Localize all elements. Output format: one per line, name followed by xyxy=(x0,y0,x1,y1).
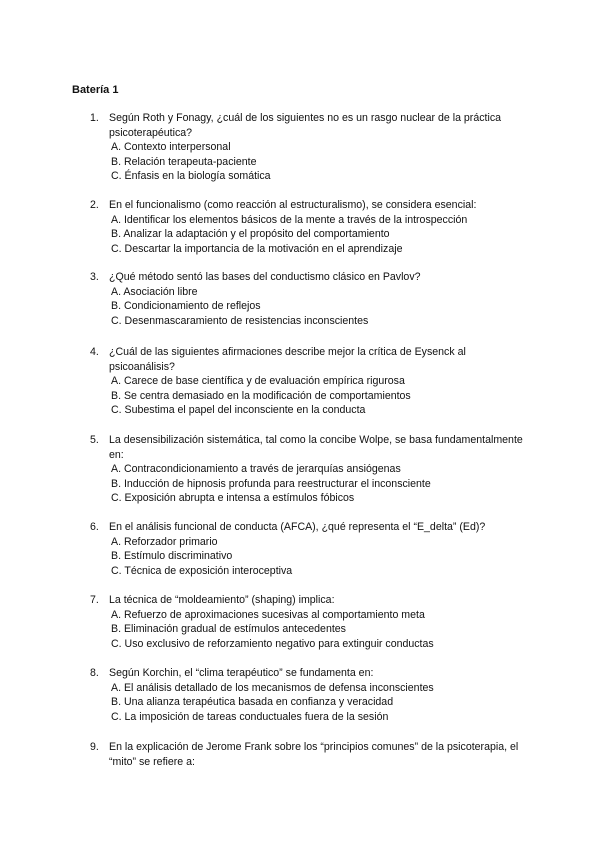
answer-option: C. Subestima el papel del inconsciente en la conducta xyxy=(111,404,366,417)
question-item xyxy=(90,345,530,418)
question-text: En el análisis funcional de conducta (AFCA), ¿qué representa el “E_delta” (Ed)? xyxy=(109,521,486,533)
answer-options xyxy=(111,608,530,652)
answer-options xyxy=(111,285,530,329)
answer-option: B. Relación terapeuta-paciente xyxy=(111,155,257,168)
question-number: 4. xyxy=(90,346,99,358)
answer-option: C. Descartar la importancia de la motivación en el aprendizaje xyxy=(111,242,403,255)
question-number: 7. xyxy=(90,594,99,606)
question-text: Según Roth y Fonagy, ¿cuál de los siguientes no es un rasgo nuclear de la práctica psicoterapéutica? xyxy=(109,112,502,139)
answer-option: A. Identificar los elementos básicos de la mente a través de la introspección xyxy=(111,213,468,226)
answer-option: C. La imposición de tareas conductuales fuera de la sesión xyxy=(111,710,389,723)
answer-option: C. Uso exclusivo de reforzamiento negativo para extinguir conductas xyxy=(111,637,434,650)
answer-option: A. Asociación libre xyxy=(111,285,198,298)
question-number: 8. xyxy=(90,667,99,679)
answer-option: A. Refuerzo de aproximaciones sucesivas al comportamiento meta xyxy=(111,608,425,621)
answer-option: C. Técnica de exposición interoceptiva xyxy=(111,564,293,577)
answer-option: C. Énfasis en la biología somática xyxy=(111,170,271,183)
answer-option: B. Condicionamiento de reflejos xyxy=(111,300,261,313)
question-item xyxy=(90,433,530,506)
answer-options xyxy=(111,213,530,257)
answer-option: C. Desenmascaramiento de resistencias inconscientes xyxy=(111,314,369,327)
question-item xyxy=(90,520,530,578)
answer-options xyxy=(111,681,530,725)
question-text: En el funcionalismo (como reacción al estructuralismo), se considera esencial: xyxy=(109,199,477,211)
question-text: ¿Cuál de las siguientes afirmaciones describe mejor la crítica de Eysenck al psicoanálisis? xyxy=(109,346,466,373)
answer-options xyxy=(111,535,530,579)
question-item xyxy=(90,666,530,724)
question-text: La técnica de “moldeamiento” (shaping) implica: xyxy=(109,594,335,606)
answer-option: B. Una alianza terapéutica basada en confianza y veracidad xyxy=(111,696,394,709)
question-text: Según Korchin, el “clima terapéutico” se fundamenta en: xyxy=(109,667,374,679)
answer-option: B. Analizar la adaptación y el propósito del comportamiento xyxy=(111,228,390,241)
answer-option: C. Exposición abrupta e intensa a estímulos fóbicos xyxy=(111,492,355,505)
question-number: 1. xyxy=(90,112,99,124)
question-text: La desensibilización sistemática, tal como la concibe Wolpe, se basa fundamentalmente en: xyxy=(109,434,523,461)
question-number: 6. xyxy=(90,521,99,533)
question-item xyxy=(90,111,530,184)
answer-option: A. Carece de base científica y de evaluación empírica rigurosa xyxy=(111,375,405,388)
question-number: 2. xyxy=(90,199,99,211)
question-number: 5. xyxy=(90,434,99,446)
question-number: 9. xyxy=(90,741,99,753)
answer-option: A. El análisis detallado de los mecanismos de defensa inconscientes xyxy=(111,681,434,694)
answer-option: B. Eliminación gradual de estímulos antecedentes xyxy=(111,623,346,636)
answer-option: B. Se centra demasiado en la modificación de comportamientos xyxy=(111,389,411,402)
answer-options xyxy=(111,462,530,506)
question-item xyxy=(90,270,530,328)
question-item xyxy=(90,198,530,256)
question-item xyxy=(90,740,530,769)
question-item xyxy=(90,593,530,651)
answer-options xyxy=(111,140,530,184)
question-number: 3. xyxy=(90,271,99,283)
answer-option: A. Contexto interpersonal xyxy=(111,141,231,154)
page-title: Batería 1 xyxy=(72,84,119,96)
answer-option: A. Reforzador primario xyxy=(111,535,218,548)
answer-option: B. Inducción de hipnosis profunda para reestructurar el inconsciente xyxy=(111,477,431,490)
answer-options xyxy=(111,374,530,418)
answer-option: B. Estímulo discriminativo xyxy=(111,550,233,563)
question-text: ¿Qué método sentó las bases del conductismo clásico en Pavlov? xyxy=(109,271,421,283)
question-text: En la explicación de Jerome Frank sobre los “principios comunes” de la psicoterapia, el “mito” se refiere a: xyxy=(109,741,519,768)
answer-option: A. Contracondicionamiento a través de jerarquías ansiógenas xyxy=(111,463,401,476)
